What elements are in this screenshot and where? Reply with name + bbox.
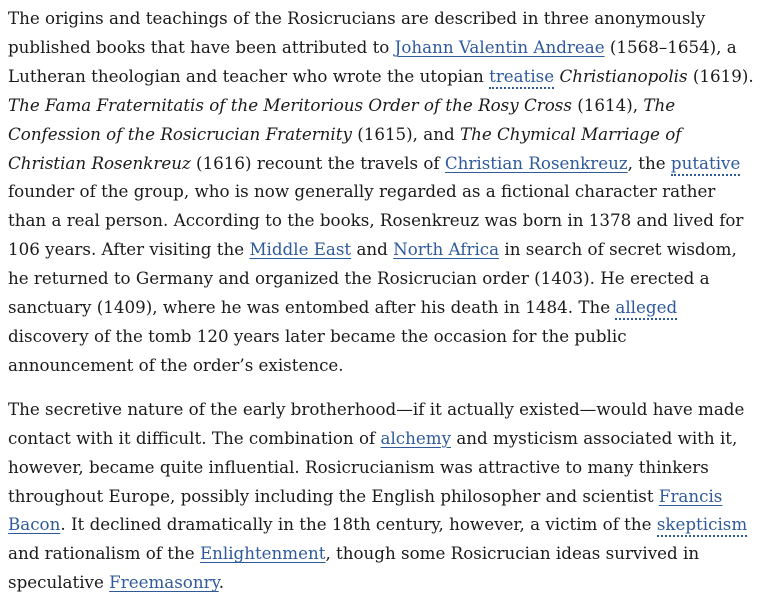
link-christian-rosenkreuz[interactable]: Christian Rosenkreuz — [444, 152, 628, 173]
article-paragraph — [8, 4, 754, 380]
link-north-africa[interactable]: North Africa — [393, 239, 500, 260]
paragraph-text: (1614), — [571, 94, 644, 115]
link-alchemy[interactable]: alchemy — [380, 427, 452, 448]
paragraph-text: and rationalism of the — [8, 543, 200, 564]
paragraph-text: . — [218, 572, 225, 593]
title-the-chymical-marriage: The Chymical Marriage of Christian Rosenkreuz — [8, 123, 682, 173]
paragraph-text: founder of the group, who is now generally regarded as a fictional character rather than a real person. According to the books, Rosenkreuz was born in 1378 and lived for 106 years. After visiting the — [8, 181, 744, 260]
title-the-confession: The Confession of the Rosicrucian Fraternity — [8, 94, 676, 144]
paragraph-text: and mysticism associated with it, however, became quite influential. Rosicrucianism was attractive to many thinkers throughout Europe, possibly including the English philosopher and scientist — [8, 427, 738, 506]
dictionary-link-skepticism[interactable]: skepticism — [657, 514, 747, 537]
dictionary-link-treatise[interactable]: treatise — [489, 66, 554, 89]
link-freemasonry[interactable]: Freemasonry — [109, 572, 219, 593]
paragraph-text: The secretive nature of the early brotherhood—if it actually existed—would have made contact with it difficult. The combination of — [8, 398, 745, 448]
link-francis-bacon[interactable]: Francis Bacon — [8, 485, 723, 535]
title-the-fama: The Fama Fraternitatis of the Meritorious Order of the Rosy Cross — [8, 94, 572, 115]
link-middle-east[interactable]: Middle East — [249, 239, 352, 260]
paragraph-text: (1568–1654), a Lutheran theologian and teacher who wrote the utopian — [8, 36, 737, 86]
paragraph-text: and — [351, 239, 394, 260]
paragraph-text: in search of secret wisdom, he returned to Germany and organized the Rosicrucian order (1403). He erected a sanctuary (1409), where he was entombed after his death in 1484. The — [8, 239, 737, 318]
title-christianopolis: Christianopolis — [559, 65, 688, 86]
paragraph-text: , though some Rosicrucian ideas survived in speculative — [8, 543, 700, 593]
paragraph-text: discovery of the tomb 120 years later became the occasion for the public announcement of the order’s existence. — [8, 325, 627, 375]
paragraph-text: . It declined dramatically in the 18th century, however, a victim of the — [60, 514, 657, 535]
dictionary-link-alleged[interactable]: alleged — [615, 297, 677, 320]
paragraph-text: The origins and teachings of the Rosicrucians are described in three anonymously published books that have been attributed to — [8, 8, 706, 57]
paragraph-text: (1619). — [687, 65, 754, 86]
article-paragraph — [8, 395, 754, 597]
link-johann-valentin-andreae[interactable]: Johann Valentin Andreae — [394, 36, 605, 57]
link-enlightenment[interactable]: Enlightenment — [199, 543, 326, 564]
paragraph-text: (1616) recount the travels of — [190, 152, 445, 173]
paragraph-text: , the — [627, 152, 671, 173]
dictionary-link-putative[interactable]: putative — [671, 153, 740, 176]
paragraph-text: (1615), and — [351, 123, 460, 144]
